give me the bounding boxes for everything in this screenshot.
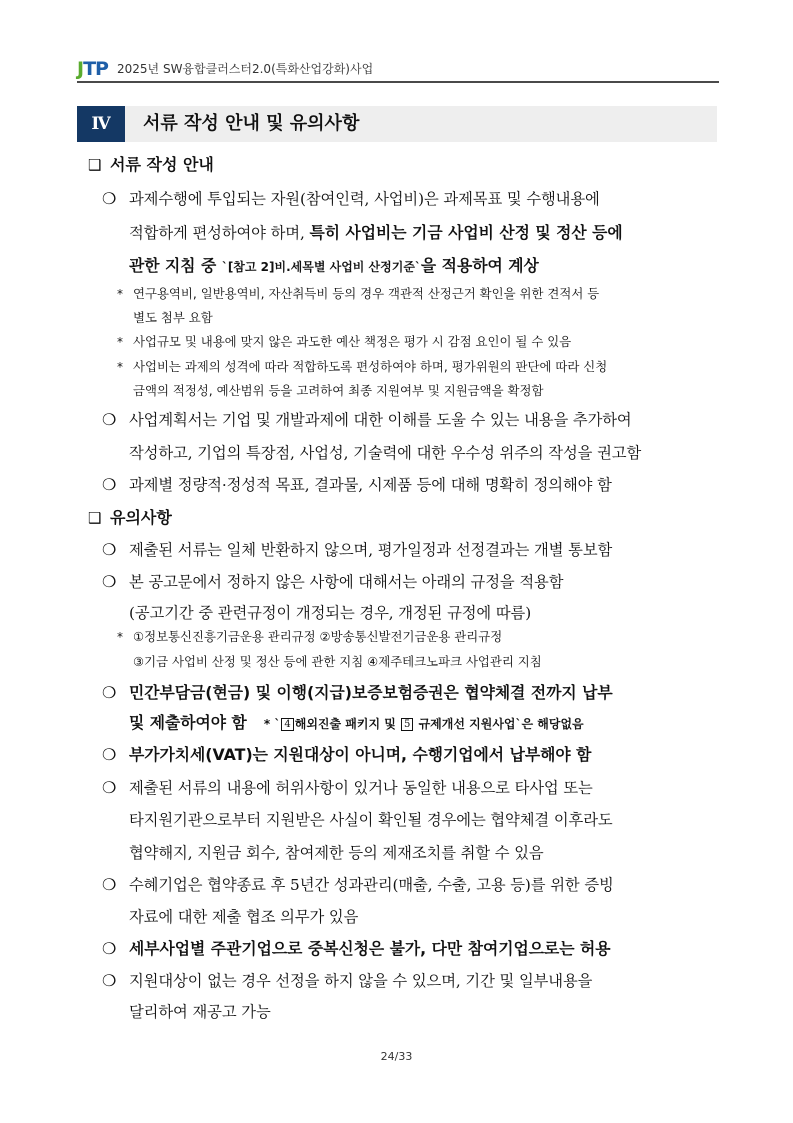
text-line: 민간부담금(현금) 및 이행(지급)보증보험증권은 협약체결 전까지 납부 [129,683,613,702]
asterisk-icon: * [117,360,123,374]
page-header [77,58,719,82]
circle-bullet-icon: ❍ [102,475,117,494]
header-divider [77,81,719,83]
circle-bullet-icon: ❍ [102,540,117,559]
note-line: 별도 첨부 요함 [133,310,213,325]
text-line: 사업계획서는 기업 및 개발과제에 대한 이해를 도울 수 있는 내용을 추가하여 [129,411,632,429]
asterisk-icon: * [117,630,123,644]
note-line: ③기금 사업비 산정 및 정산 등에 관한 지침 ④제주테크노파크 사업관리 지침 [133,654,542,669]
circle-bullet-icon: ❍ [102,189,117,208]
circle-bullet-icon: ❍ [102,778,117,797]
text-line: 및 제출하여야 함 * ` 4 해외진출 패키지 및 5 규제개선 지원사업`은 해당없음 [129,713,584,732]
boxed-number: 5 [401,718,413,731]
square-bullet-icon: ❑ [88,509,102,527]
text-line: 부가가치세(VAT)는 지원대상이 아니며, 수행기업에서 납부해야 함 [129,745,592,764]
note-line: 사업규모 및 내용에 맞지 않은 과도한 예산 책정은 평가 시 감점 요인이 될 수 있음 [133,334,572,349]
square-bullet-icon: ❑ [88,156,102,174]
text-line: 자료에 대한 제출 협조 의무가 있음 [129,908,359,926]
text-line: 작성하고, 기업의 특장점, 사업성, 기술력에 대한 우수성 위주의 작성을 권고함 [129,444,642,462]
jtp-logo: JTP [77,58,108,80]
circle-bullet-icon: ❍ [102,572,117,591]
note-line: 연구용역비, 일반용역비, 자산취득비 등의 경우 객관적 산정근거 확인을 위한 견적서 등 [133,286,600,301]
asterisk-icon: * [117,335,123,349]
text-line: 과제별 정량적·정성적 목표, 결과물, 시제품 등에 대해 명확히 정의해야 함 [129,476,612,494]
header-title: 2025년 SW융합클러스터2.0(특화산업강화)사업 [117,62,374,76]
circle-bullet-icon: ❍ [102,410,117,429]
text-line: 과제수행에 투입되는 자원(참여인력, 사업비)은 과제목표 및 수행내용에 [129,190,600,208]
text-line: 제출된 서류의 내용에 허위사항이 있거나 동일한 내용으로 타사업 또는 [129,779,593,797]
subheading-doc-guide: 서류 작성 안내 [110,155,214,174]
text-line: (공고기간 중 관련규정이 개정되는 경우, 개정된 규정에 따름) [129,604,532,622]
text-line: 관한 지침 중 `[참고 2]비.세목별 사업비 산정기준`을 적용하여 계상 [129,256,539,275]
boxed-number: 4 [281,718,293,731]
section-title: 서류 작성 안내 및 유의사항 [143,113,360,134]
page-number: 24/33 [380,1050,413,1063]
text-line: 타지원기관으로부터 지원받은 사실이 확인될 경우에는 협약체결 이후라도 [129,811,613,829]
subheading-cautions: 유의사항 [110,508,172,527]
asterisk-icon: * [117,287,123,301]
text-line: 적합하게 편성하여야 하며, 특히 사업비는 기금 사업비 산정 및 정산 등에 [129,223,623,242]
circle-bullet-icon: ❍ [102,683,117,702]
circle-bullet-icon: ❍ [102,745,117,764]
text-line: 제출된 서류는 일체 반환하지 않으며, 평가일정과 선정결과는 개별 통보함 [129,541,613,559]
note-line: ①정보통신진흥기금운용 관리규정 ②방송통신발전기금운용 관리규정 [133,629,503,644]
circle-bullet-icon: ❍ [102,939,117,958]
text-line: 수혜기업은 협약종료 후 5년간 성과관리(매출, 수출, 고용 등)를 위한 증빙 [129,876,614,894]
text-line: 세부사업별 주관기업으로 중복신청은 불가, 다만 참여기업으로는 허용 [129,939,611,958]
circle-bullet-icon: ❍ [102,875,117,894]
text-line: 협약해지, 지원금 회수, 참여제한 등의 제재조치를 취할 수 있음 [129,844,544,862]
note-line: 금액의 적정성, 예산범위 등을 고려하여 최종 지원여부 및 지원금액을 확정함 [133,383,544,398]
text-line: 본 공고문에서 정하지 않은 사항에 대해서는 아래의 규정을 적용함 [129,573,564,591]
text-line: 달리하여 재공고 가능 [129,1003,271,1021]
note-line: 사업비는 과제의 성격에 따라 적합하도록 편성하여야 하며, 평가위원의 판단에 따라 신청 [133,359,608,374]
section-number: Ⅳ [77,106,125,142]
circle-bullet-icon: ❍ [102,971,117,990]
section-header [77,106,717,142]
text-line: 지원대상이 없는 경우 선정을 하지 않을 수 있으며, 기간 및 일부내용을 [129,972,593,990]
